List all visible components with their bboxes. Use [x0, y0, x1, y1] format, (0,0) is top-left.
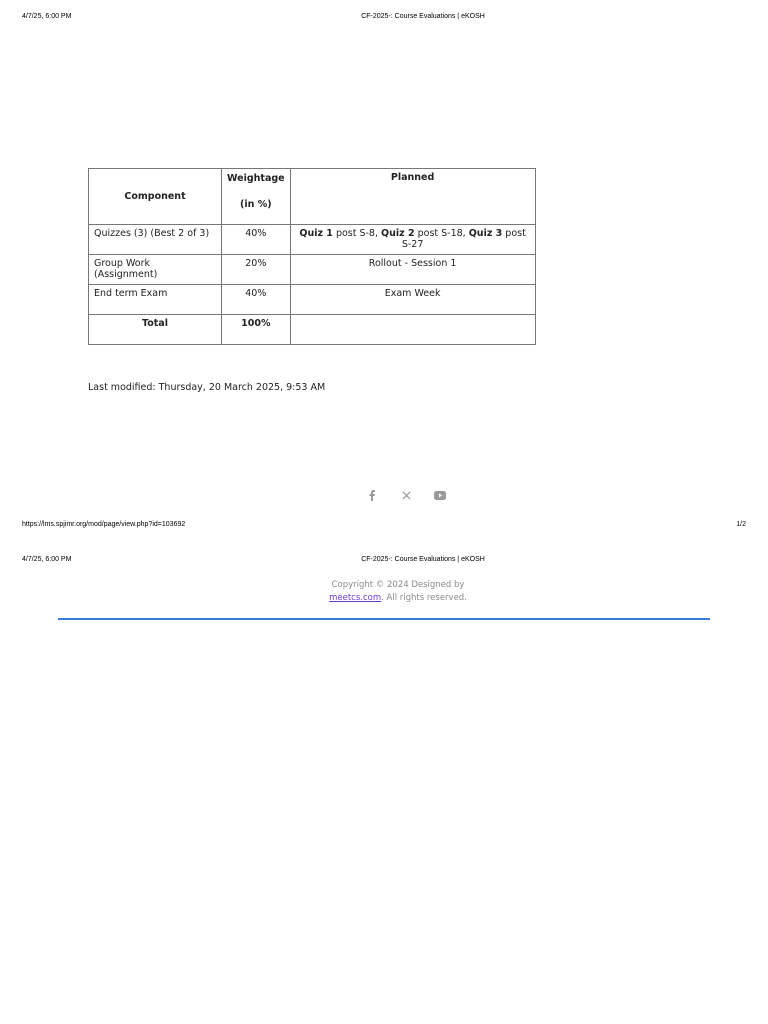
total-planned — [290, 315, 535, 345]
header-planned: Planned — [290, 169, 535, 225]
table-header-row — [89, 169, 536, 225]
print-url: https://lms.spjimr.org/mod/page/view.php?id=103692 — [22, 521, 186, 528]
quiz3-text: post S-27 — [401, 228, 526, 250]
cell-weightage: 20% — [222, 255, 291, 285]
quiz1-text: post S-8, — [332, 228, 382, 239]
print-page-number: 1/2 — [736, 521, 746, 528]
cell-planned — [290, 225, 535, 255]
quiz2-label: Quiz 2 — [381, 228, 415, 239]
last-modified: Last modified: Thursday, 20 March 2025, 9:53 AM — [88, 382, 326, 393]
cell-component: Quizzes (3) (Best 2 of 3) — [89, 225, 222, 255]
total-label: Total — [89, 315, 222, 345]
print-title: CF-2025-: Course Evaluations | eKOSH — [361, 556, 485, 563]
footer-divider — [58, 618, 710, 620]
print-datetime: 4/7/25, 6:00 PM — [22, 13, 72, 20]
quiz1-label: Quiz 1 — [299, 228, 333, 239]
quiz3-label: Quiz 3 — [468, 228, 503, 239]
social-links — [366, 489, 446, 501]
table-row — [89, 255, 536, 285]
meetcs-link[interactable]: meetcs.com — [329, 593, 382, 603]
cell-component: Group Work (Assignment) — [89, 255, 222, 285]
x-twitter-icon[interactable] — [400, 489, 412, 501]
header-weightage-line2: (in %) — [240, 199, 272, 210]
cell-weightage: 40% — [222, 285, 291, 315]
copyright — [0, 579, 768, 605]
youtube-icon[interactable] — [434, 489, 446, 501]
print-title: CF-2025-: Course Evaluations | eKOSH — [361, 13, 485, 20]
cell-component: End term Exam — [89, 285, 222, 315]
table-row — [89, 285, 536, 315]
copyright-line1: Copyright © 2024 Designed by — [331, 580, 465, 590]
cell-planned: Exam Week — [290, 285, 535, 315]
copyright-rights: . All rights reserved. — [381, 593, 467, 603]
cell-planned: Rollout - Session 1 — [290, 255, 535, 285]
cell-weightage: 40% — [222, 225, 291, 255]
header-weightage — [222, 169, 291, 225]
print-datetime: 4/7/25, 6:00 PM — [22, 556, 72, 563]
header-weightage-line1: Weightage — [227, 173, 285, 184]
header-component: Component — [89, 169, 222, 225]
evaluation-table — [88, 168, 536, 345]
table-row — [89, 225, 536, 255]
facebook-icon[interactable] — [366, 489, 378, 501]
copyright-line2 — [0, 592, 768, 605]
table-total-row — [89, 315, 536, 345]
total-weightage: 100% — [222, 315, 291, 345]
quiz2-text: post S-18, — [414, 228, 469, 239]
